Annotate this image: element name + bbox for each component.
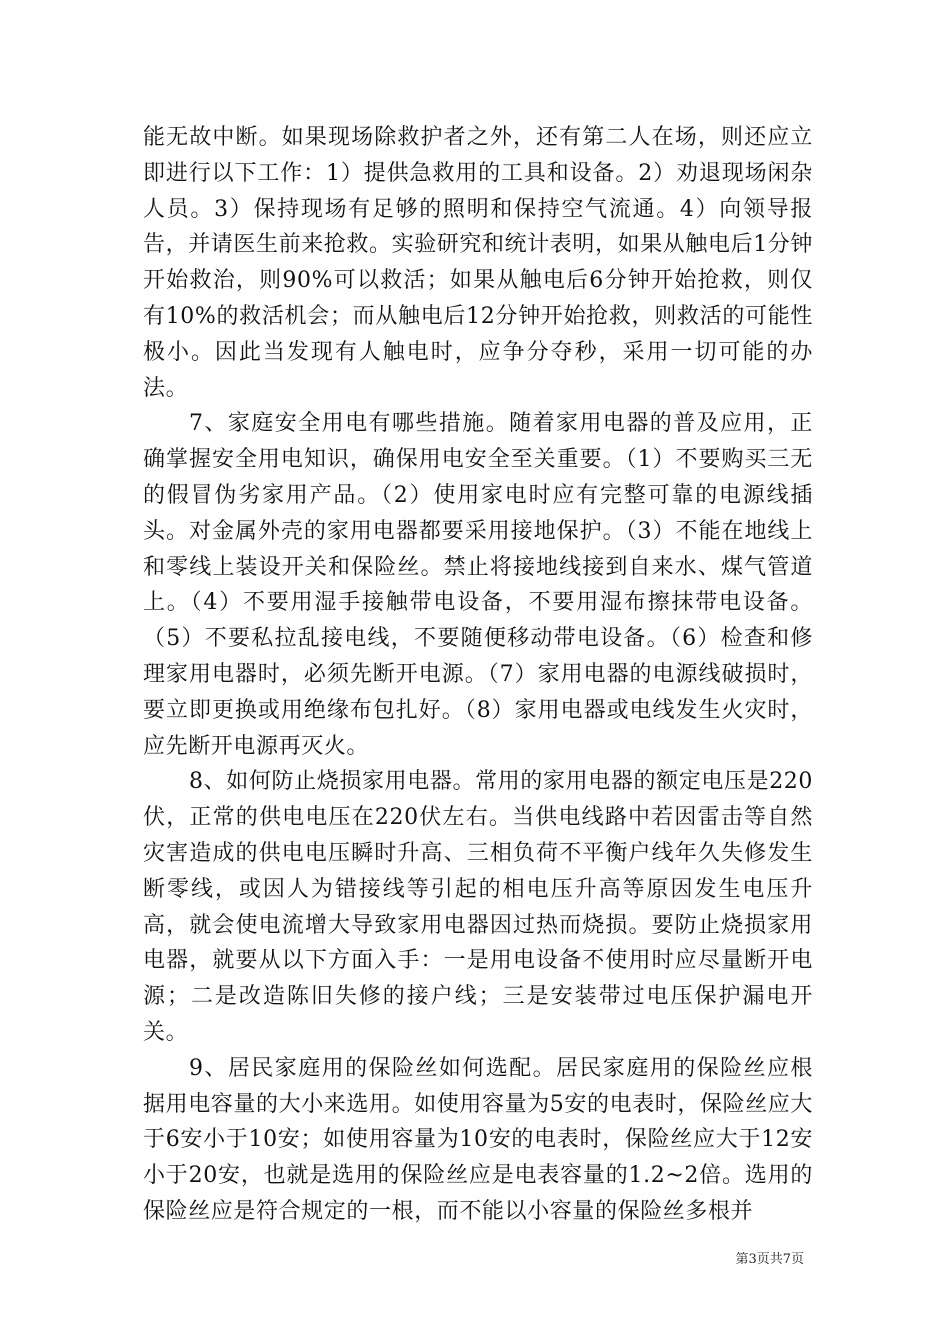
paragraph-continuation: 能无故中断。如果现场除救护者之外，还有第二人在场，则还应立即进行以下工作：1）提供急救用的工具和设备。2）劝退现场闲杂人员。3）保持现场有足够的照明和保持空气流通。4）向领导报告，并请医生前来抢救。实验研究和统计表明，如果从触电后1分钟开始救治，则90%可以救活；如果从触电后6分钟开始抢救，则仅有10%的救活机会；而从触电后12分钟开始抢救，则救活的可能性极小。因此当发现有人触电时，应争分夺秒，采用一切可能的办法。 [143, 125, 813, 401]
paragraph-item-7: 7、家庭安全用电有哪些措施。随着家用电器的普及应用，正确掌握安全用电知识，确保用电安全至关重要。（1）不要购买三无的假冒伪劣家用产品。（2）使用家电时应有完整可靠的电源线插头。对金属外壳的家用电器都要采用接地保护。（3）不能在地线上和零线上装设开关和保险丝。禁止将接地线接到自来水、煤气管道上。（4）不要用湿手接触带电设备，不要用湿布擦抹带电设备。（5）不要私拉乱接电线，不要随便移动带电设备。（6）检查和修理家用电器时，必须先断开电源。（7）家用电器的电源线破损时，要立即更换或用绝缘布包扎好。（8）家用电器或电线发生火灾时，应先断开电源再灭火。 [143, 411, 813, 759]
paragraph-item-9: 9、居民家庭用的保险丝如何选配。居民家庭用的保险丝应根据用电容量的大小来选用。如使用容量为5安的电表时，保险丝应大于6安小于10安；如使用容量为10安的电表时，保险丝应大于12安小于20安，也就是选用的保险丝应是电表容量的1.2~2倍。选用的保险丝应是符合规定的一根，而不能以小容量的保险丝多根并 [143, 1055, 813, 1224]
document-body [143, 120, 813, 1230]
paragraph-item-8: 8、如何防止烧损家用电器。常用的家用电器的额定电压是220伏，正常的供电电压在220伏左右。当供电线路中若因雷击等自然灾害造成的供电电压瞬时升高、三相负荷不平衡户线年久失修发生断零线，或因人为错接线等引起的相电压升高等原因发生电压升高，就会使电流增大导致家用电器因过热而烧损。要防止烧损家用电器，就要从以下方面入手：一是用电设备不使用时应尽量断开电源；二是改造陈旧失修的接户线；三是安装带过电压保护漏电开关。 [143, 769, 813, 1045]
page-number-footer: 第3页共7页 [735, 1252, 804, 1267]
